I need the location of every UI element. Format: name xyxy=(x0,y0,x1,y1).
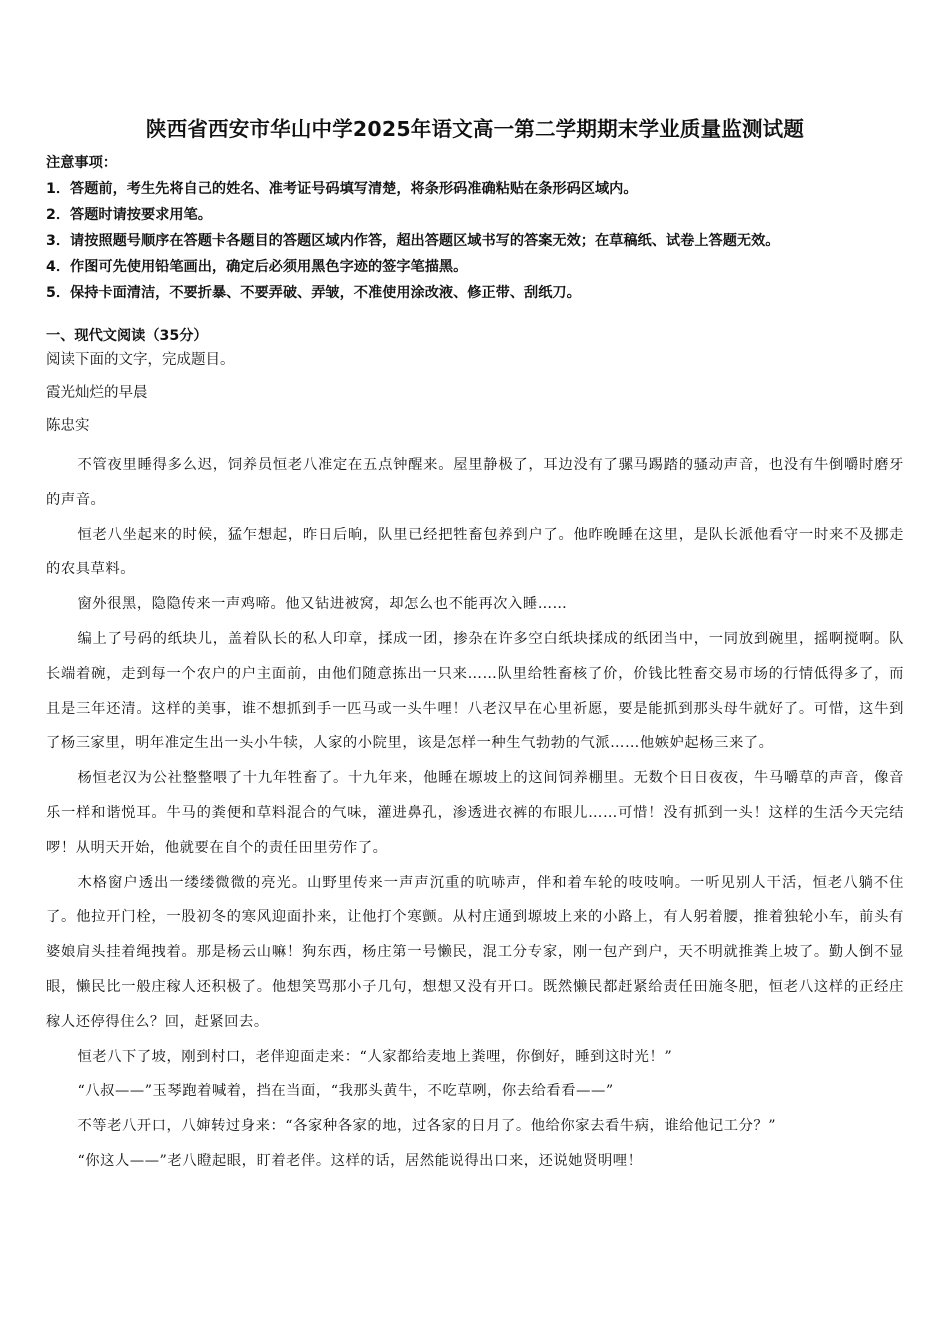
notice-heading: 注意事项： xyxy=(46,155,117,171)
article-paragraph: 木格窗户透出一缕缕微微的亮光。山野里传来一声声沉重的吭哧声，伴和着车轮的吱吱响。一听见别人干活，恒老八躺不住了。他拉开门栓，一股初冬的寒风迎面扑来，让他打个寒颤。从村庄通到塬坡上来的小路上，有人躬着腰，推着独轮小车，前头有婆娘肩头挂着绳拽着。那是杨云山嘛！狗东西，杨庄第一号懒民，混工分专家，刚一包产到户，天不明就推粪上坡了。勤人倒不显眼，懒民比一般庄稼人还积极了。他想笑骂那小子几句，想想又没有开口。既然懒民都赶紧给责任田施冬肥，恒老八这样的正经庄稼人还停得住么？回，赶紧回去。 xyxy=(46,874,904,1030)
article-body xyxy=(46,448,904,1179)
article-paragraph: “你这人——”老八瞪起眼，盯着老伴。这样的话，居然能说得出口来，还说她贤明哩！ xyxy=(77,1152,643,1169)
article-author: 陈忠实 xyxy=(46,418,90,434)
article-paragraph: 编上了号码的纸块儿，盖着队长的私人印章，揉成一团，掺杂在许多空白纸块揉成的纸团当中，一同放到碗里，摇啊搅啊。队长端着碗，走到每一个农户的户主面前，由他们随意拣出一只来……队里给牲畜核了价，价钱比牲畜交易市场的行情低得多了，而且是三年还清。这样的美事，谁不想抓到手一匹马或一头牛哩！八老汉早在心里祈愿，要是能抓到那头母牛就好了。可惜，这牛到了杨三家里，明年准定生出一头小牛犊，人家的小院里，该是怎样一种生气勃勃的气派……他嫉妒起杨三来了。 xyxy=(46,630,904,752)
notice-item: 2．答题时请按要求用笔。 xyxy=(46,207,212,223)
article-title: 霞光灿烂的早晨 xyxy=(46,385,148,401)
article-paragraph: 恒老八下了坡，刚到村口，老伴迎面走来：“人家都给麦地上粪哩，你倒好，睡到这时光！” xyxy=(77,1048,673,1065)
notice-item: 3．请按照题号顺序在答题卡各题目的答题区域内作答，超出答题区域书写的答案无效；在草稿纸、试卷上答题无效。 xyxy=(46,233,780,249)
notice-item: 1．答题前，考生先将自己的姓名、准考证号码填写清楚，将条形码准确粘贴在条形码区域内。 xyxy=(46,181,638,197)
notice-item: 4．作图可先使用铅笔画出，确定后必须用黑色字迹的签字笔描黑。 xyxy=(46,259,468,275)
article-paragraph: 杨恒老汉为公社整整喂了十九年牲畜了。十九年来，他睡在塬坡上的这间饲养棚里。无数个日日夜夜，牛马嚼草的声音，像音乐一样和谐悦耳。牛马的粪便和草料混合的气味，灌进鼻孔，渗透进衣裤的布眼儿……可惜！没有抓到一头！这样的生活今天完结啰！从明天开始，他就要在自个的责任田里劳作了。 xyxy=(46,770,904,856)
exam-title: 陕西省西安市华山中学2025年语文高一第二学期期末学业质量监测试题 xyxy=(145,117,805,141)
reading-instruction: 阅读下面的文字，完成题目。 xyxy=(46,352,235,368)
notice-item: 5．保持卡面清洁，不要折暴、不要弄破、弄皱，不准使用涂改液、修正带、刮纸刀。 xyxy=(46,285,581,301)
notice-block xyxy=(46,150,916,306)
article-paragraph: “八叔——”玉琴跑着喊着，挡在当面，“我那头黄牛，不吃草咧，你去给看看——” xyxy=(77,1083,614,1100)
article-paragraph: 不等老八开口，八婶转过身来：“各家种各家的地，过各家的日月了。他给你家去看牛病，谁给他记工分？” xyxy=(77,1118,777,1135)
article-paragraph: 窗外很黑，隐隐传来一声鸡啼。他又钻进被窝，却怎么也不能再次入睡…… xyxy=(77,596,568,613)
article-paragraph: 不管夜里睡得多么迟，饲养员恒老八准定在五点钟醒来。屋里静极了，耳边没有了骡马踢踏的骚动声音，也没有牛倒嚼时磨牙的声音。 xyxy=(46,457,904,508)
article-paragraph: 恒老八坐起来的时候，猛乍想起，昨日后晌，队里已经把牲畜包养到户了。他昨晚睡在这里，是队长派他看守一时来不及挪走的农具草料。 xyxy=(46,526,904,578)
section-heading: 一、现代文阅读（35分） xyxy=(46,328,208,344)
